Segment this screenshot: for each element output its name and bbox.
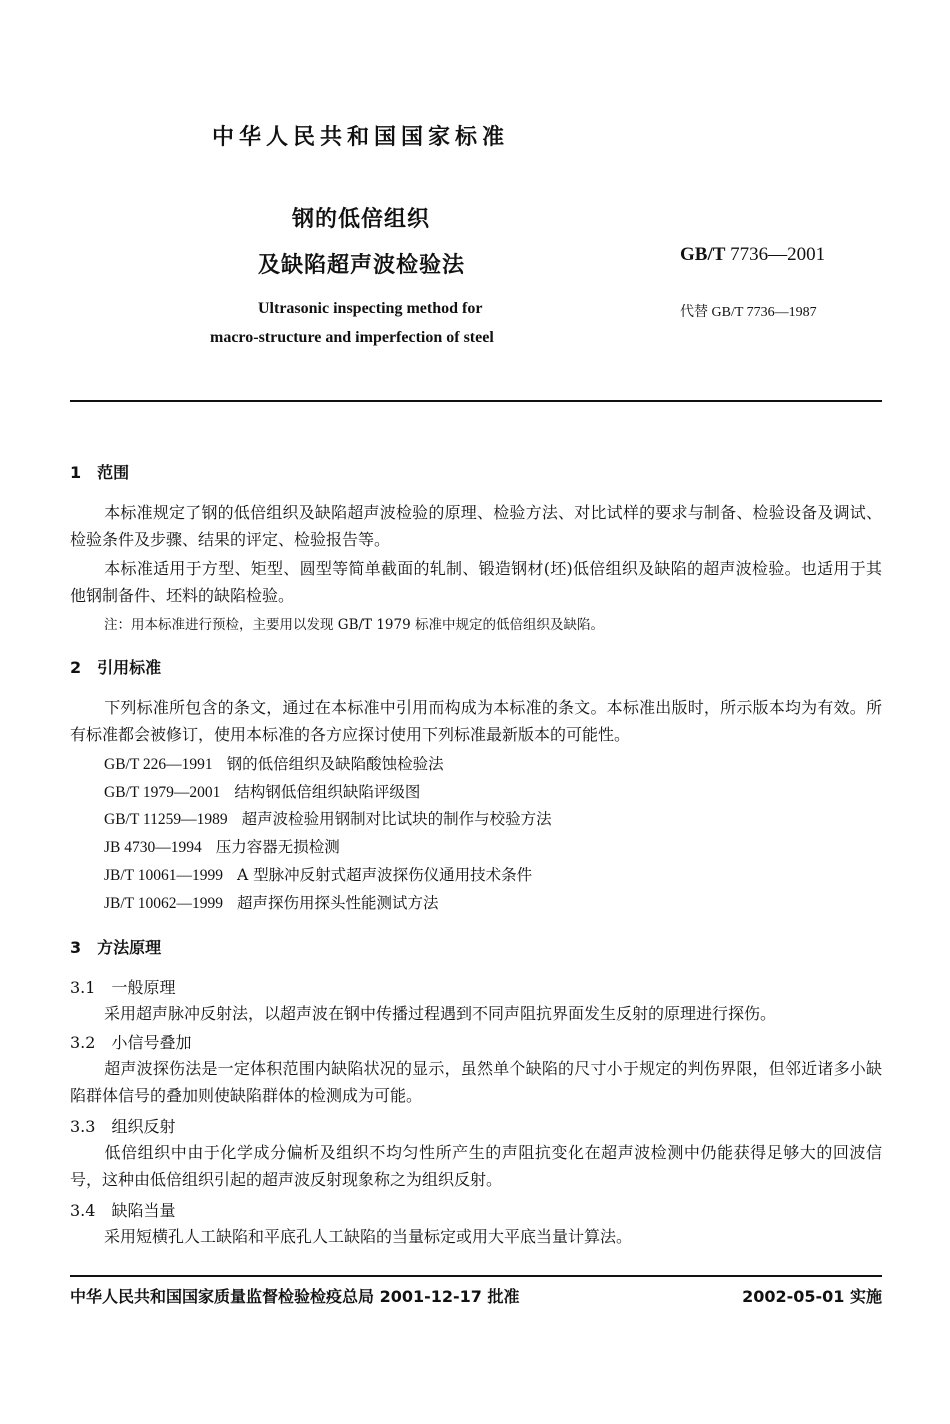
replaces-standard: 代替 GB/T 7736—1987 [680,305,817,320]
header-divider [70,400,882,402]
section-3-3-paragraph [70,1139,882,1193]
reference-title: 超声探伤用探头性能测试方法 [237,894,439,912]
reference-title: 结构钢低倍组织缺陷评级图 [234,783,421,801]
section-3-2-text: 超声波探伤法是一定体积范围内缺陷状况的显示，虽然单个缺陷的尺寸小于规定的判伤界限，但邻近诸多小缺陷群体信号的叠加则使缺陷群体的检测成为可能。 [70,1059,882,1105]
section-3-2-paragraph [70,1055,882,1109]
national-standard-heading: 中华人民共和国国家标准 [212,125,510,150]
standard-prefix: GB/T [680,244,726,265]
section-3-4-paragraph [70,1223,882,1250]
reference-code: GB/T 1979—2001 [104,784,221,801]
reference-title: 钢的低倍组织及缺陷酸蚀检验法 [226,755,444,773]
section-3-1-heading: 3.1 一般原理 [70,978,176,997]
reference-item [104,835,340,857]
reference-item [104,863,532,885]
reference-title: 超声波检验用钢制对比试块的制作与校验方法 [241,810,552,828]
section-3-2-heading: 3.2 小信号叠加 [70,1033,192,1052]
section-3-4-heading: 3.4 缺陷当量 [70,1201,176,1220]
reference-item [104,780,420,802]
title-cn-line1: 钢的低倍组织 [292,207,431,232]
effective-date: 2002-05-01 实施 [742,1287,882,1306]
section-2-p1-text: 下列标准所包含的条文，通过在本标准中引用而构成为本标准的条文。本标准出版时，所示版本均为有效。所有标准都会被修订，使用本标准的各方应探讨使用下列标准最新版本的可能性。 [70,698,882,744]
footer-divider [70,1275,882,1277]
section-3-heading: 3 方法原理 [70,938,162,957]
reference-code: GB/T 11259—1989 [104,811,228,828]
standard-code: 7736—2001 [730,244,826,265]
title-en-line2: macro-structure and imperfection of steel [210,329,494,346]
approval-line: 中华人民共和国国家质量监督检验检疫总局 2001-12-17 批准 [70,1287,520,1306]
reference-code: GB/T 226—1991 [104,756,213,773]
section-2-paragraph-1 [70,694,882,748]
section-1-paragraph-1 [70,499,882,553]
section-3-3-text: 低倍组织中由于化学成分偏析及组织不均匀性所产生的声阻抗变化在超声波检测中仍能获得足够大的回波信号，这种由低倍组织引起的超声波反射现象称之为组织反射。 [70,1143,882,1189]
section-1-p1-text: 本标准规定了钢的低倍组织及缺陷超声波检验的原理、检验方法、对比试样的要求与制备、检验设备及调试、检验条件及步骤、结果的评定、检验报告等。 [70,503,882,549]
section-3-1-text: 采用超声脉冲反射法，以超声波在钢中传播过程遇到不同声阻抗界面发生反射的原理进行探伤。 [104,1004,777,1023]
section-1-heading: 1 范围 [70,463,130,482]
section-2-heading: 2 引用标准 [70,658,162,677]
section-1-paragraph-2 [70,555,882,609]
section-1-p2-text: 本标准适用于方型、矩型、圆型等简单截面的轧制、锻造钢材(坯)低倍组织及缺陷的超声波检验。也适用于其他钢制备件、坯料的缺陷检验。 [70,559,882,605]
reference-item [104,891,439,913]
reference-code: JB 4730—1994 [104,839,202,856]
title-cn-line2: 及缺陷超声波检验法 [258,253,466,278]
reference-code: JB/T 10062—1999 [104,895,223,912]
reference-title: 压力容器无损检测 [215,838,340,856]
section-3-4-text: 采用短横孔人工缺陷和平底孔人工缺陷的当量标定或用大平底当量计算法。 [104,1227,633,1246]
section-1-note: 注：用本标准进行预检，主要用以发现 GB/T 1979 标准中规定的低倍组织及缺陷。 [104,617,604,633]
section-3-3-heading: 3.3 组织反射 [70,1117,176,1136]
reference-item [104,807,552,829]
reference-code: JB/T 10061—1999 [104,867,223,884]
title-en-line1: Ultrasonic inspecting method for [258,300,483,317]
reference-item [104,752,444,774]
section-3-1-paragraph [70,1000,882,1027]
standard-number [680,244,825,266]
reference-title: A 型脉冲反射式超声波探伤仪通用技术条件 [237,866,533,884]
